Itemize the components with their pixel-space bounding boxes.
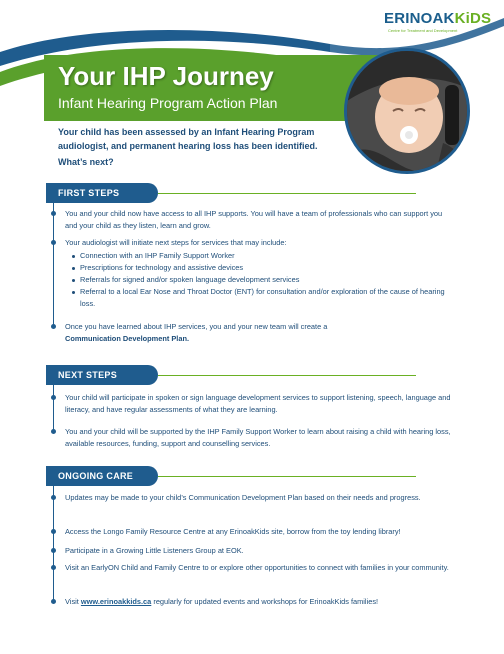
timeline-dot xyxy=(51,495,56,500)
timeline-dot xyxy=(51,599,56,604)
title-banner xyxy=(44,55,384,121)
list-item: Referrals for signed and/or spoken language development services xyxy=(70,274,450,286)
list-item: Prescriptions for technology and assistive devices xyxy=(70,262,450,274)
first-steps-p2: Your audiologist will initiate next steps for services that may include: xyxy=(65,238,287,247)
ongoing-care-p4: Visit an EarlyON Child and Family Centre to or explore other opportunities to connect with families in your community. xyxy=(65,563,449,572)
next-steps-timeline xyxy=(53,385,54,431)
ongoing-care-heading: ONGOING CARE xyxy=(46,466,158,486)
first-steps-rule xyxy=(158,193,416,194)
ongoing-care-timeline xyxy=(53,486,54,602)
first-steps-timeline xyxy=(53,203,54,326)
first-steps-heading: FIRST STEPS xyxy=(46,183,158,203)
first-steps-p1: You and your child now have access to all IHP supports. You will have a team of professionals who can support you and your child as they listen, learn and grow. xyxy=(65,209,443,230)
next-steps-p1: Your child will participate in spoken or sign language development services to support listening, speech, language and literacy, and have regular assessments of what they are learning. xyxy=(65,393,451,414)
list-item: Connection with an IHP Family Support Worker xyxy=(70,250,450,262)
timeline-dot xyxy=(51,529,56,534)
ongoing-care-p1: Updates may be made to your child’s Communication Development Plan based on their needs and progress. xyxy=(65,493,421,502)
list-item: Referral to a local Ear Nose and Throat Doctor (ENT) for consultation and/or exploration of the cause of hearing loss. xyxy=(70,286,450,310)
page-subtitle: Infant Hearing Program Action Plan xyxy=(58,95,278,111)
next-steps-rule xyxy=(158,375,416,376)
page-title: Your IHP Journey xyxy=(58,61,274,91)
logo-word: ERINOAK xyxy=(384,10,455,27)
ongoing-care-p3: Participate in a Growing Little Listeners Group at EOK. xyxy=(65,546,244,555)
logo-tagline: Centre for Treatment and Development xyxy=(388,28,458,33)
timeline-dot xyxy=(51,240,56,245)
ongoing-care-rule xyxy=(158,476,416,477)
erinoakkids-website-link[interactable]: www.erinoakkids.ca xyxy=(80,597,152,606)
next-steps-p2: You and your child will be supported by the IHP Family Support Worker to learn about raising a child with hearing loss, available resources, funding, support and counselling services. xyxy=(65,427,451,448)
timeline-dot xyxy=(51,395,56,400)
services-list xyxy=(70,250,450,310)
timeline-dot xyxy=(51,429,56,434)
next-steps-heading: NEXT STEPS xyxy=(46,365,158,385)
timeline-dot xyxy=(51,565,56,570)
communication-plan-label: Communication Development Plan. xyxy=(65,334,190,343)
logo-kids: KiDS xyxy=(454,10,492,27)
whats-next-heading: What’s next? xyxy=(58,157,114,167)
first-steps-p3-text: Once you have learned about IHP services, you and your new team will create a xyxy=(65,322,328,331)
ongoing-care-p5 xyxy=(65,596,455,608)
intro-text: Your child has been assessed by an Infant Hearing Program audiologist, and permanent hearing loss has been identified. xyxy=(58,127,318,151)
timeline-dot xyxy=(51,211,56,216)
timeline-dot xyxy=(51,324,56,329)
ongoing-care-p2: Access the Longo Family Resource Centre at any ErinoakKids site, borrow from the toy lending library! xyxy=(65,527,401,536)
timeline-dot xyxy=(51,548,56,553)
first-steps-p3 xyxy=(65,321,455,345)
ongoing-care-p5-pre: Visit xyxy=(65,597,79,606)
ongoing-care-p5-post: regularly for updated events and workshops for ErinoakKids families! xyxy=(153,597,379,606)
baby-photo xyxy=(344,48,470,174)
erinoakkids-logo xyxy=(384,10,494,40)
